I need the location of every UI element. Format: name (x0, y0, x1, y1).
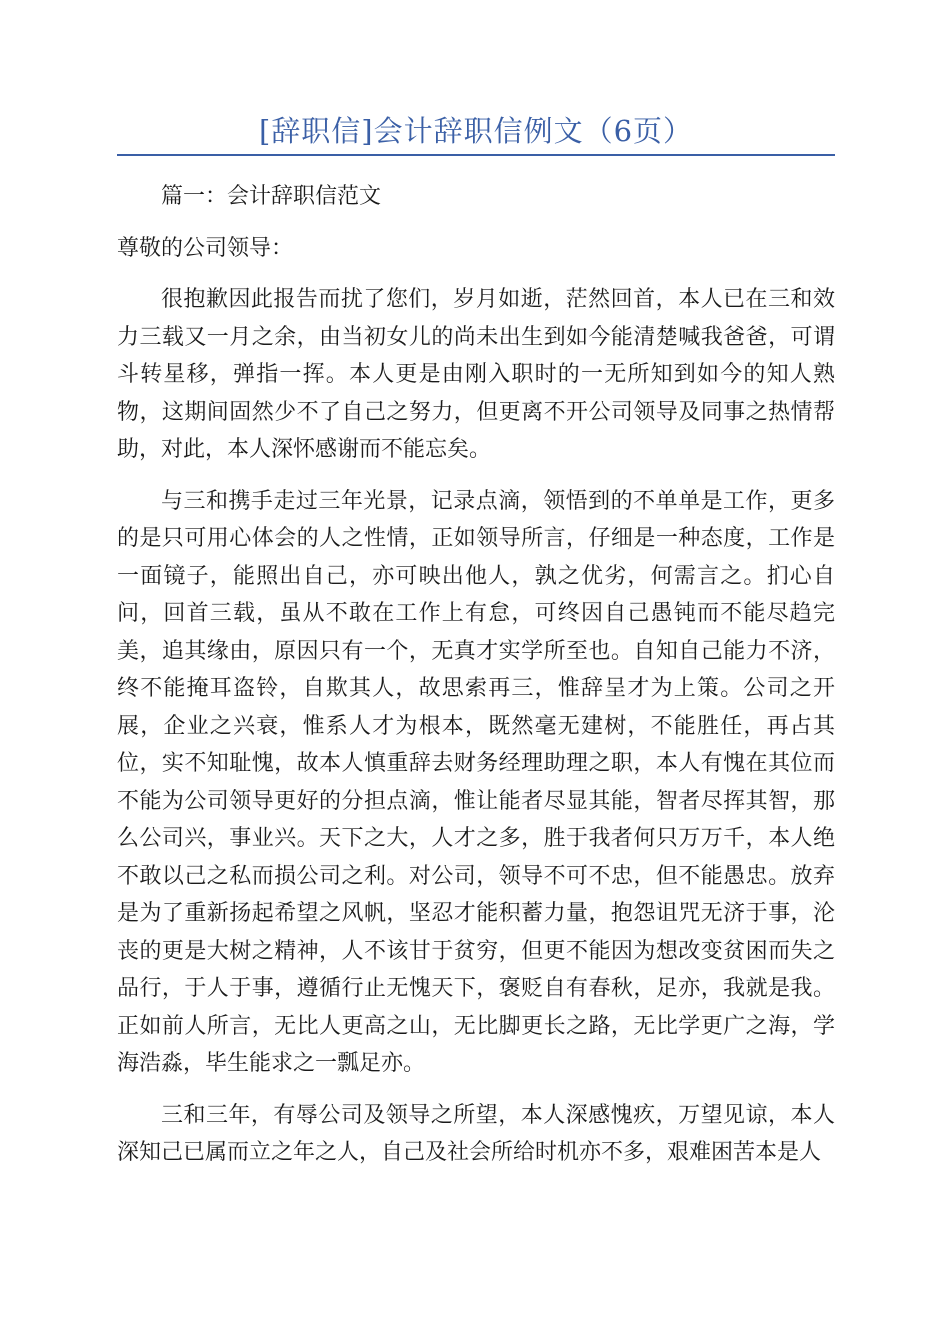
paragraph-2: 与三和携手走过三年光景，记录点滴，领悟到的不单单是工作，更多的是只可用心体会的人之性情，正如领导所言，仔细是一种态度，工作是一面镜子，能照出自己，亦可映出他人，孰之优劣，何需言之。扪心自问，回首三载，虽从不敢在工作上有怠，可终因自己愚钝而不能尽趋完美，追其缘由，原因只有一个，无真才实学所至也。自知自己能力不济，终不能掩耳盗铃，自欺其人，故思索再三，惟辞呈才为上策。公司之开展，企业之兴衰，惟系人才为根本，既然毫无建树，不能胜任，再占其位，实不知耻愧，故本人慎重辞去财务经理助理之职，本人有愧在其位而不能为公司领导更好的分担点滴，惟让能者尽显其能，智者尽挥其智，那么公司兴，事业兴。天下之大，人才之多，胜于我者何只万万千，本人绝不敢以己之私而损公司之利。对公司，领导不可不忠，但不能愚忠。放弃是为了重新扬起希望之风帆，坚忍才能积蓄力量，抱怨诅咒无济于事，沦丧的更是大树之精神，人不该甘于贫穷，但更不能因为想改变贫困而失之品行，于人于事，遵循行止无愧天下，褒贬自有春秋，足亦，我就是我。正如前人所言，无比人更高之山，无比脚更长之路，无比学更广之海，学海浩淼，毕生能求之一瓢足亦。 (117, 488, 835, 1076)
section-heading: 篇一：会计辞职信范文 (161, 184, 382, 209)
paragraph-3: 三和三年，有辱公司及领导之所望，本人深感愧疚，万望见谅，本人深知己已属而立之年之人，自己及社会所给时机亦不多，艰难困苦本是人 (117, 1102, 835, 1165)
salutation: 尊敬的公司领导： (117, 235, 294, 261)
title-container (117, 112, 835, 150)
title-underline (117, 154, 835, 156)
document-body (117, 178, 835, 1186)
paragraph-1: 很抱歉因此报告而扰了您们，岁月如逝，茫然回首，本人已在三和效力三载又一月之余，由当初女儿的尚未出生到如今能清楚喊我爸爸，可谓斗转星移，弹指一挥。本人更是由刚入职时的一无所知到如今的知人熟物，这期间固然少不了自己之努力，但更离不开公司领导及同事之热情帮助，对此，本人深怀感谢而不能忘矣。 (117, 287, 835, 462)
document-title: [辞职信]会计辞职信例文（6页） (258, 114, 694, 148)
